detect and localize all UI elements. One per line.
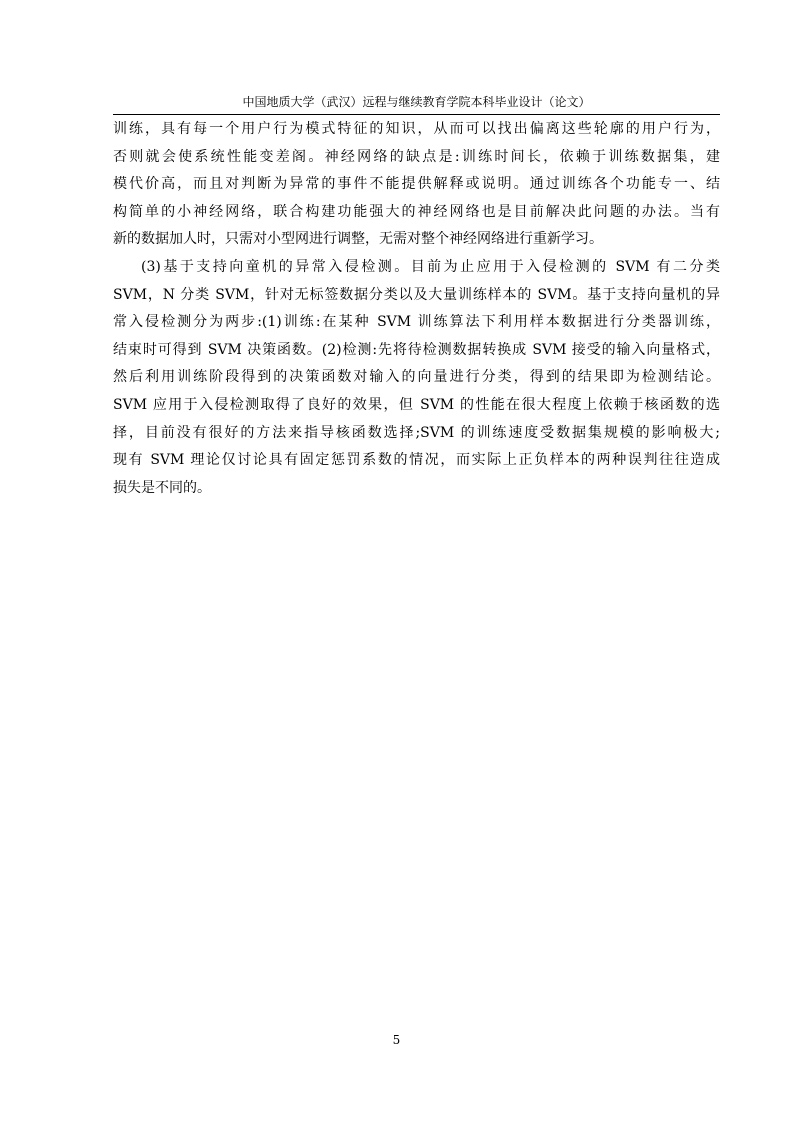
text-line: 然后利用训练阶段得到的决策函数对输入的向量进行分类，得到的结果即为检测结论。 [113,369,720,386]
body-text [113,116,720,502]
text-line: 损失是不同的。 [113,479,211,496]
text-line: SVM，N 分类 SVM，针对无标签数据分类以及大量训练样本的 SVM。基于支持向量机的异 [113,286,720,303]
text-line: 现有 SVM 理论仅讨论具有固定惩罚系数的情况，而实际上正负样本的两种误判往往造成 [113,452,720,469]
paragraph [113,116,720,254]
text-line: SVM 应用于入侵检测取得了良好的效果，但 SVM 的性能在很大程度上依赖于核函数的选 [113,396,720,413]
text-line: 结束时可得到 SVM 决策函数。(2)检测:先将待检测数据转换成 SVM 接受的输入向量格式， [113,341,720,358]
text-line: 训练，具有每一个用户行为模式特征的知识，从而可以找出偏离这些轮廓的用户行为， [113,121,720,137]
page-number: 5 [392,1033,401,1047]
text-line: 择，目前没有很好的方法来指导核函数选择;SVM 的训练速度受数据集规模的影响极大; [113,424,720,441]
text-line: (3)基于支持向童机的异常入侵检测。目前为止应用于入侵检测的 SVM 有二分类 [141,258,720,275]
page-header [113,94,720,115]
text-line: 常入侵检测分为两步:(1)训练:在某种 SVM 训练算法下利用样本数据进行分类器训练， [113,314,720,331]
text-line: 构简单的小神经网络，联合构建功能强大的神经网络也是目前解决此问题的办法。当有 [113,203,720,220]
paragraph [113,254,720,502]
header-title: 中国地质大学（武汉）远程与继续教育学院本科毕业设计（论文） [242,95,591,109]
text-line: 模代价高，而且对判断为异常的事件不能提供解释或说明。通过训练各个功能专一、结 [113,176,720,193]
text-line: 新的数据加人时，只需对小型网进行调整，无需对整个神经网络进行重新学习。 [113,231,603,248]
text-line: 否则就会使系统性能变差阁。神经网络的缺点是:训练时间长，依赖于训练数据集，建 [113,148,720,165]
